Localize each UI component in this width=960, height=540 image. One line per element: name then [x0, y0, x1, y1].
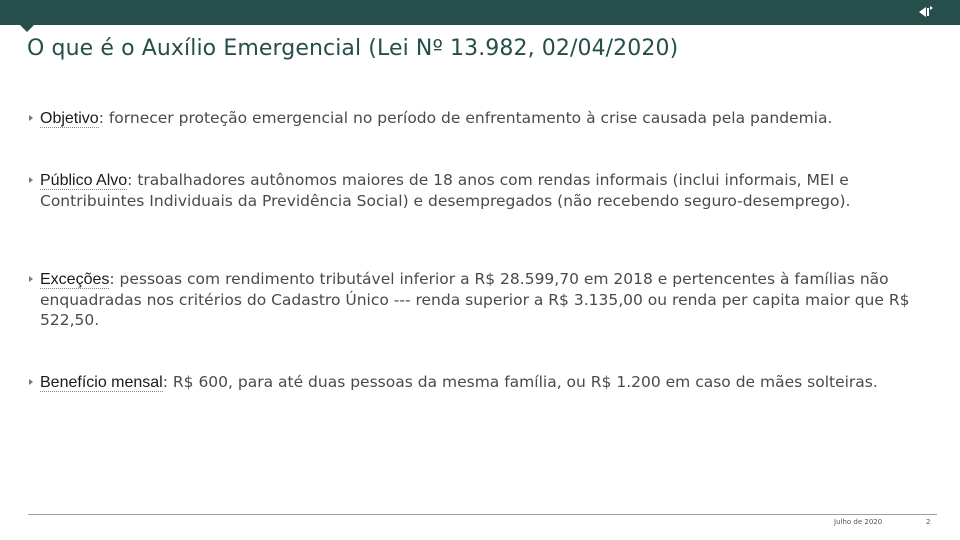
bullet-term: Exceções	[40, 271, 110, 288]
page-number: 2	[926, 518, 931, 526]
bullet-term: Benefício mensal	[40, 374, 163, 391]
header-notch	[20, 25, 34, 32]
triangle-bullet-icon	[29, 379, 33, 385]
bullet-text: : pessoas com rendimento tributável inferior a R$ 28.599,70 em 2018 e pertencentes à famílias não enquadradas nos critérios do Cadastro Único --- renda superior a R$ 3.135,00 ou renda per capita maior que R$ 522,50.	[40, 270, 910, 329]
bullet-objetivo	[29, 108, 832, 129]
triangle-bullet-icon	[29, 177, 33, 183]
bullet-text: : trabalhadores autônomos maiores de 18 anos com rendas informais (inclui informais, MEI e Contribuintes Individuais da Previdência Social) e desempregados (não recebendo seguro-desemprego).	[40, 171, 851, 210]
slide-title: O que é o Auxílio Emergencial (Lei Nº 13.982, 02/04/2020)	[27, 36, 679, 61]
bullet-excecoes	[29, 269, 934, 330]
bullet-term: Público Alvo	[40, 172, 128, 189]
bullet-text: : fornecer proteção emergencial no período de enfrentamento à crise causada pela pandemia.	[98, 109, 833, 127]
arrow-logo-icon	[918, 5, 934, 19]
bullet-beneficio-mensal	[29, 372, 878, 393]
triangle-bullet-icon	[29, 276, 33, 282]
footer-date: Julho de 2020	[834, 518, 883, 526]
triangle-bullet-icon	[29, 115, 33, 121]
bullet-publico-alvo	[29, 170, 934, 211]
header-bar	[0, 0, 960, 25]
bullet-text: : R$ 600, para até duas pessoas da mesma família, ou R$ 1.200 em caso de mães solteiras.	[162, 373, 878, 391]
bullet-term: Objetivo	[40, 110, 99, 127]
footer-divider	[28, 514, 937, 515]
